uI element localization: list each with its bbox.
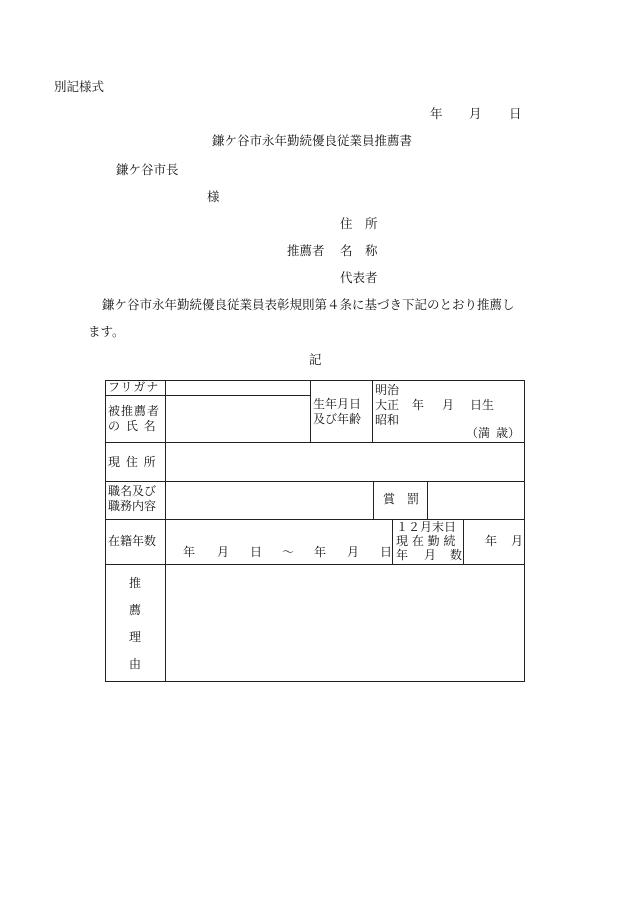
birth-month-unit: 月 <box>442 398 455 412</box>
december-month-unit: 月 <box>424 548 437 562</box>
birth-label-line-2: 及び年齢 <box>313 412 362 426</box>
tenure-label: 在籍年数 <box>108 534 157 548</box>
era-meiji: 明治 <box>375 383 400 397</box>
ki-label: 記 <box>309 352 322 367</box>
age-open: （満 <box>466 426 491 440</box>
current-address-label: 現 住 所 <box>108 455 157 469</box>
honorific: 様 <box>207 189 220 204</box>
nominee-label-line-2: の 氏 名 <box>108 419 157 433</box>
reason-char-2: 薦 <box>129 603 142 617</box>
date-day: 日 <box>509 106 522 121</box>
december-label-line-2: 現 在 勤 続 <box>396 534 456 548</box>
addressee: 鎌ケ谷市長 <box>116 162 179 177</box>
reason-char-4: 由 <box>129 657 142 671</box>
tenure-tilde: ～ <box>282 545 295 559</box>
birth-day-unit: 日生 <box>470 398 495 412</box>
award-label: 賞 罰 <box>383 492 420 506</box>
recommender-representative-label: 代表者 <box>340 270 378 285</box>
birth-year-unit: 年 <box>412 398 425 412</box>
date-month: 月 <box>469 106 482 121</box>
era-showa: 昭和 <box>375 413 400 427</box>
recommender-address-label: 住 所 <box>340 216 378 231</box>
tenure-start-year: 年 <box>183 545 196 559</box>
reason-char-3: 理 <box>129 630 142 644</box>
recommender-label: 推薦者 <box>287 243 325 258</box>
december-count-unit: 数 <box>450 548 463 562</box>
tenure-end-month: 月 <box>347 545 360 559</box>
tenure-end-day: 日 <box>380 545 393 559</box>
december-year-unit: 年 <box>396 548 409 562</box>
tenure-start-day: 日 <box>250 545 263 559</box>
reason-char-1: 推 <box>129 576 142 590</box>
tenure-start-month: 月 <box>217 545 230 559</box>
service-months-unit: 月 <box>511 534 524 548</box>
furigana-label: フリガナ <box>108 380 160 394</box>
job-label-line-1: 職名及び <box>108 484 157 498</box>
age-close: 歳） <box>496 426 521 440</box>
december-label-line-1: １２月末日 <box>396 520 457 534</box>
body-line-2: ます。 <box>88 324 125 339</box>
document-title: 鎌ケ谷市永年勤続優良従業員推薦書 <box>212 133 413 148</box>
nominee-label-line-1: 被推薦者 <box>108 404 161 418</box>
body-line-1: 鎌ケ谷市永年勤続優良従業員表彰規則第４条に基づき下記のとおり推薦し <box>102 297 515 312</box>
era-taisho: 大正 <box>375 398 400 412</box>
form-label: 別記様式 <box>54 79 105 94</box>
service-years-unit: 年 <box>485 534 498 548</box>
tenure-end-year: 年 <box>314 545 327 559</box>
job-label-line-2: 職務内容 <box>108 499 157 513</box>
recommender-name-label: 名 称 <box>340 243 378 258</box>
birth-label-line-1: 生年月日 <box>313 397 362 411</box>
date-year: 年 <box>430 106 443 121</box>
